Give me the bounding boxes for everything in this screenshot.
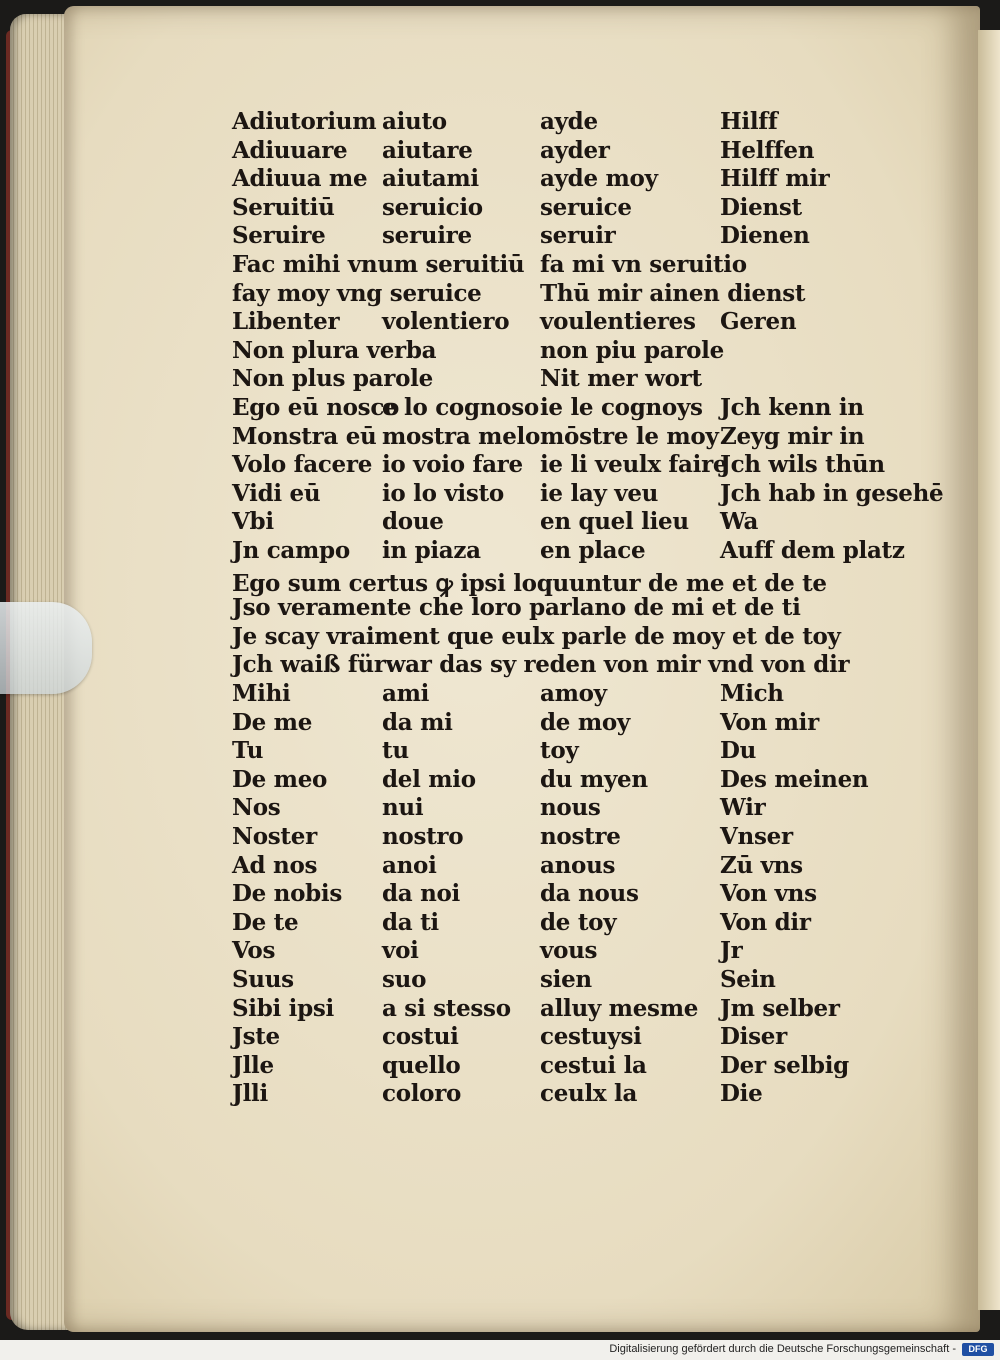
text-cell: toy [540,737,579,765]
text-cell: Sein [720,966,776,993]
text-line [0,394,1000,424]
text-cell: mōstre le moy [540,422,719,450]
dfg-logo: DFG [962,1343,994,1356]
text-cell: Non plura verba [232,336,437,364]
text-cell: Ad nos [232,851,318,879]
footer-bar [0,1340,1000,1360]
text-line [0,480,1000,510]
text-cell: Sibi ipsi [232,994,334,1022]
text-line [0,651,1000,681]
text-cell: non piu parole [540,336,724,364]
text-line [0,909,1000,939]
text-line [0,280,1000,310]
text-cell: De meo [232,765,328,793]
text-cell: Hilff mir [720,165,830,193]
text-line [0,680,1000,710]
text-cell: da noi [382,880,460,908]
text-line [0,251,1000,281]
text-cell: Auff dem platz [720,537,905,564]
text-cell: Wir [720,794,766,822]
text-cell: Suus [232,966,294,993]
text-cell: De me [232,708,313,736]
text-cell: aiuto [382,108,447,135]
text-cell: Vidi eū [232,479,321,507]
text-cell: io voio fare [382,451,523,479]
text-line [0,194,1000,224]
text-cell: mostra melo [382,422,541,450]
text-cell: seruir [540,222,616,250]
text-cell: doue [382,508,444,536]
text-cell: aiutare [382,136,473,164]
text-cell: e lo cognoso [382,394,539,421]
text-cell: Die [720,1080,763,1108]
text-cell: Jlli [232,1080,268,1108]
text-line [0,594,1000,624]
text-line [0,566,1000,596]
text-cell: Mihi [232,680,291,707]
text-cell: in piaza [382,537,481,564]
text-line [0,365,1000,395]
text-cell: Non plus parole [232,365,433,393]
text-cell: da nous [540,880,639,908]
text-cell: Ego sum certus ꝙ ipsi loquuntur de me et de te [232,569,827,597]
text-cell: Jr [720,937,743,965]
text-cell: Diser [720,1023,787,1051]
text-cell: Adiuuare [232,136,348,164]
text-cell: nous [540,794,601,822]
text-cell: Wa [720,508,759,536]
text-cell: da ti [382,908,439,936]
text-line [0,766,1000,796]
text-cell: voulentieres [540,308,696,336]
text-cell: Von vns [720,880,817,908]
text-line [0,852,1000,882]
text-cell: Dienst [720,193,802,221]
text-line [0,423,1000,453]
text-cell: nostro [382,823,464,850]
text-cell: ie lay veu [540,479,659,507]
text-cell: Jm selber [720,994,840,1022]
text-cell: Jso veramente che loro parlano de mi et de ti [232,594,801,622]
text-line [0,794,1000,824]
text-cell: seruire [382,222,472,250]
text-line [0,823,1000,853]
text-cell: cestuysi [540,1023,642,1051]
text-cell: en quel lieu [540,508,689,536]
text-cell: ayde moy [540,165,658,193]
text-line [0,880,1000,910]
text-line [0,537,1000,567]
text-cell: aiutami [382,165,479,193]
text-cell: cestui la [540,1051,647,1079]
text-cell: Zeyg mir in [720,422,865,450]
text-cell: ie le cognoys [540,394,703,421]
text-cell: Helffen [720,136,815,164]
text-cell: Vnser [720,823,793,850]
text-line [0,995,1000,1025]
text-cell: Thū mir ainen dienst [540,279,806,307]
text-cell: nui [382,794,424,822]
text-cell: ami [382,680,430,707]
text-cell: anous [540,851,616,879]
text-cell: ayder [540,136,610,164]
text-cell: Vbi [232,508,274,536]
text-cell: Du [720,737,757,765]
text-cell: amoy [540,680,607,707]
text-cell: alluy mesme [540,994,699,1022]
text-cell: Jch hab in gesehē [720,479,944,507]
text-cell: nostre [540,823,621,850]
text-cell: Tu [232,737,264,765]
text-cell: Dienen [720,222,810,250]
text-cell: vous [540,937,598,965]
text-line [0,737,1000,767]
text-cell: Geren [720,308,797,336]
text-cell: Hilff [720,108,778,135]
text-line [0,337,1000,367]
text-cell: Fac mihi vnum seruitiū [232,251,525,278]
text-cell: Noster [232,823,317,850]
text-cell: del mio [382,765,476,793]
text-cell: seruicio [382,193,483,221]
text-line [0,508,1000,538]
text-line [0,937,1000,967]
text-cell: Nos [232,794,281,822]
text-line [0,137,1000,167]
funding-credit: Digitalisierung gefördert durch die Deutsche Forschungsgemeinschaft - [609,1343,956,1355]
text-line [0,308,1000,338]
text-cell: ie li veulx faire [540,451,728,479]
text-cell: Adiutorium [232,108,377,135]
text-cell: quello [382,1051,461,1079]
text-line [0,1080,1000,1110]
text-cell: Monstra eū [232,422,377,450]
text-line [0,165,1000,195]
text-cell: Der selbig [720,1051,849,1079]
text-cell: Libenter [232,308,340,336]
text-line [0,451,1000,481]
text-cell: costui [382,1023,459,1051]
text-cell: ceulx la [540,1080,638,1108]
text-cell: Ego eū nosco [232,394,400,421]
text-cell: Je scay vraiment que eulx parle de moy et de toy [232,622,841,650]
text-cell: seruice [540,193,632,221]
text-cell: Jch wils thūn [720,451,885,479]
text-cell: Jch waiß fürwar das sy reden von mir vnd von dir [232,651,850,679]
text-cell: voi [382,937,419,965]
text-line [0,1052,1000,1082]
text-cell: volentiero [382,308,510,336]
text-cell: da mi [382,708,453,736]
text-cell: fa mi vn seruitio [540,251,747,278]
text-line [0,1023,1000,1053]
text-cell: fay moy vng seruice [232,279,482,307]
text-cell: Jlle [232,1051,274,1079]
text-cell: Adiuua me [232,165,368,193]
text-cell: De te [232,908,299,936]
text-cell: Zū vns [720,851,803,879]
text-cell: anoi [382,851,437,879]
text-cell: sien [540,966,592,993]
text-cell: Volo facere [232,451,373,479]
text-cell: De nobis [232,880,343,908]
text-cell: io lo visto [382,479,504,507]
text-cell: Seruitiū [232,193,335,221]
text-cell: Jn campo [232,537,350,564]
text-cell: tu [382,737,409,765]
text-cell: Nit mer wort [540,365,702,393]
text-cell: Vos [232,937,276,965]
text-cell: Mich [720,680,784,707]
text-line [0,108,1000,138]
text-cell: ayde [540,108,598,135]
text-cell: Des meinen [720,765,869,793]
text-line [0,709,1000,739]
text-cell: suo [382,966,427,993]
text-line [0,222,1000,252]
text-cell: Seruire [232,222,326,250]
text-cell: du myen [540,765,648,793]
text-cell: a si stesso [382,994,511,1022]
text-line [0,623,1000,653]
text-line [0,966,1000,996]
text-cell: de moy [540,708,630,736]
text-cell: Von dir [720,908,811,936]
text-cell: Jch kenn in [720,394,864,421]
text-cell: Von mir [720,708,819,736]
text-cell: Jste [232,1023,280,1051]
text-cell: de toy [540,908,617,936]
text-cell: en place [540,537,646,564]
text-cell: coloro [382,1080,462,1108]
